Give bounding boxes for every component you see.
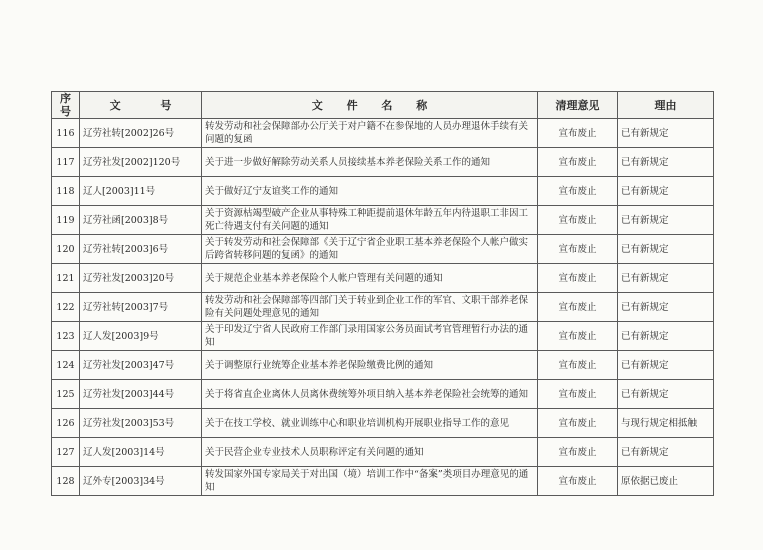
row-title: 关于资源枯竭型破产企业从事特殊工种距提前退休年龄五年内待退职工非因工死亡待遇支付有关问题的通知: [202, 206, 538, 235]
row-reason: 已有新规定: [618, 148, 714, 177]
row-reason: 已有新规定: [618, 177, 714, 206]
row-title: 关于印发辽宁省人民政府工作部门录用国家公务员面试考官管理暂行办法的通知: [202, 322, 538, 351]
row-docno: 辽劳社转[2002]26号: [80, 119, 202, 148]
table-row: [52, 177, 714, 206]
row-opinion: 宣布废止: [538, 322, 618, 351]
header-docno-label: 文 号: [109, 98, 190, 112]
row-opinion: 宣布废止: [538, 438, 618, 467]
row-num: 122: [52, 293, 80, 322]
table-row: [52, 438, 714, 467]
row-reason: 已有新规定: [618, 351, 714, 380]
row-docno: 辽外专[2003]34号: [80, 467, 202, 496]
header-reason: 理由: [618, 92, 714, 119]
row-reason: 已有新规定: [618, 119, 714, 148]
row-num: 120: [52, 235, 80, 264]
row-docno: 辽劳社函[2003]8号: [80, 206, 202, 235]
row-reason: 已有新规定: [618, 438, 714, 467]
row-title: 关于在技工学校、就业训练中心和职业培训机构开展职业指导工作的意见: [202, 409, 538, 438]
row-num: 117: [52, 148, 80, 177]
table-row: [52, 409, 714, 438]
row-opinion: 宣布废止: [538, 148, 618, 177]
row-reason: 已有新规定: [618, 235, 714, 264]
row-num: 128: [52, 467, 80, 496]
row-title: 关于将省直企业离休人员离休费统筹外项目纳入基本养老保险社会统筹的通知: [202, 380, 538, 409]
table-row: [52, 264, 714, 293]
row-docno: 辽人[2003]11号: [80, 177, 202, 206]
header-title-label: 文 件 名 称: [311, 98, 438, 112]
row-title: 转发劳动和社会保障部等四部门关于转业到企业工作的军官、文职干部养老保险有关问题处理意见的通知: [202, 293, 538, 322]
row-num: 127: [52, 438, 80, 467]
table-row: [52, 467, 714, 496]
row-opinion: 宣布废止: [538, 409, 618, 438]
table-row: [52, 148, 714, 177]
row-num: 125: [52, 380, 80, 409]
row-docno: 辽劳社发[2003]20号: [80, 264, 202, 293]
row-reason: 原依据已废止: [618, 467, 714, 496]
row-docno: 辽劳社发[2003]53号: [80, 409, 202, 438]
row-num: 118: [52, 177, 80, 206]
row-title: 关于进一步做好解除劳动关系人员接续基本养老保险关系工作的通知: [202, 148, 538, 177]
row-docno: 辽劳社发[2002]120号: [80, 148, 202, 177]
row-reason: 与现行规定相抵触: [618, 409, 714, 438]
row-opinion: 宣布废止: [538, 177, 618, 206]
row-title: 关于民营企业专业技术人员职称评定有关问题的通知: [202, 438, 538, 467]
row-num: 116: [52, 119, 80, 148]
row-title: 转发劳动和社会保障部办公厅关于对户籍不在参保地的人员办理退休手续有关问题的复函: [202, 119, 538, 148]
row-opinion: 宣布废止: [538, 380, 618, 409]
row-reason: 已有新规定: [618, 322, 714, 351]
row-title: 关于调整原行业统筹企业基本养老保险缴费比例的通知: [202, 351, 538, 380]
row-opinion: 宣布废止: [538, 467, 618, 496]
header-num: 序号: [52, 92, 80, 119]
row-num: 123: [52, 322, 80, 351]
table-row: [52, 235, 714, 264]
table-row: [52, 380, 714, 409]
row-opinion: 宣布废止: [538, 206, 618, 235]
header-title: [202, 92, 538, 119]
row-docno: 辽劳社发[2003]47号: [80, 351, 202, 380]
table-row: [52, 322, 714, 351]
row-opinion: 宣布废止: [538, 119, 618, 148]
row-title: 转发国家外国专家局关于对出国（境）培训工作中“备案”类项目办理意见的通知: [202, 467, 538, 496]
row-num: 121: [52, 264, 80, 293]
row-num: 124: [52, 351, 80, 380]
row-opinion: 宣布废止: [538, 351, 618, 380]
row-docno: 辽劳社转[2003]6号: [80, 235, 202, 264]
row-opinion: 宣布废止: [538, 264, 618, 293]
row-title: 关于做好辽宁友谊奖工作的通知: [202, 177, 538, 206]
row-title: 关于规范企业基本养老保险个人帐户管理有关问题的通知: [202, 264, 538, 293]
table-row: [52, 293, 714, 322]
document-table: [51, 91, 714, 496]
table-row: [52, 119, 714, 148]
table-row: [52, 206, 714, 235]
row-reason: 已有新规定: [618, 264, 714, 293]
row-reason: 已有新规定: [618, 380, 714, 409]
row-title: 关于转发劳动和社会保障部《关于辽宁省企业职工基本养老保险个人帐户做实后跨省转移问题的复函》的通知: [202, 235, 538, 264]
row-docno: 辽劳社转[2003]7号: [80, 293, 202, 322]
row-docno: 辽劳社发[2003]44号: [80, 380, 202, 409]
row-num: 119: [52, 206, 80, 235]
table-row: [52, 351, 714, 380]
row-num: 126: [52, 409, 80, 438]
table-header-row: [52, 92, 714, 119]
row-reason: 已有新规定: [618, 206, 714, 235]
row-opinion: 宣布废止: [538, 235, 618, 264]
row-opinion: 宣布废止: [538, 293, 618, 322]
header-docno: [80, 92, 202, 119]
header-opinion: 清理意见: [538, 92, 618, 119]
row-reason: 已有新规定: [618, 293, 714, 322]
row-docno: 辽人发[2003]9号: [80, 322, 202, 351]
row-docno: 辽人发[2003]14号: [80, 438, 202, 467]
